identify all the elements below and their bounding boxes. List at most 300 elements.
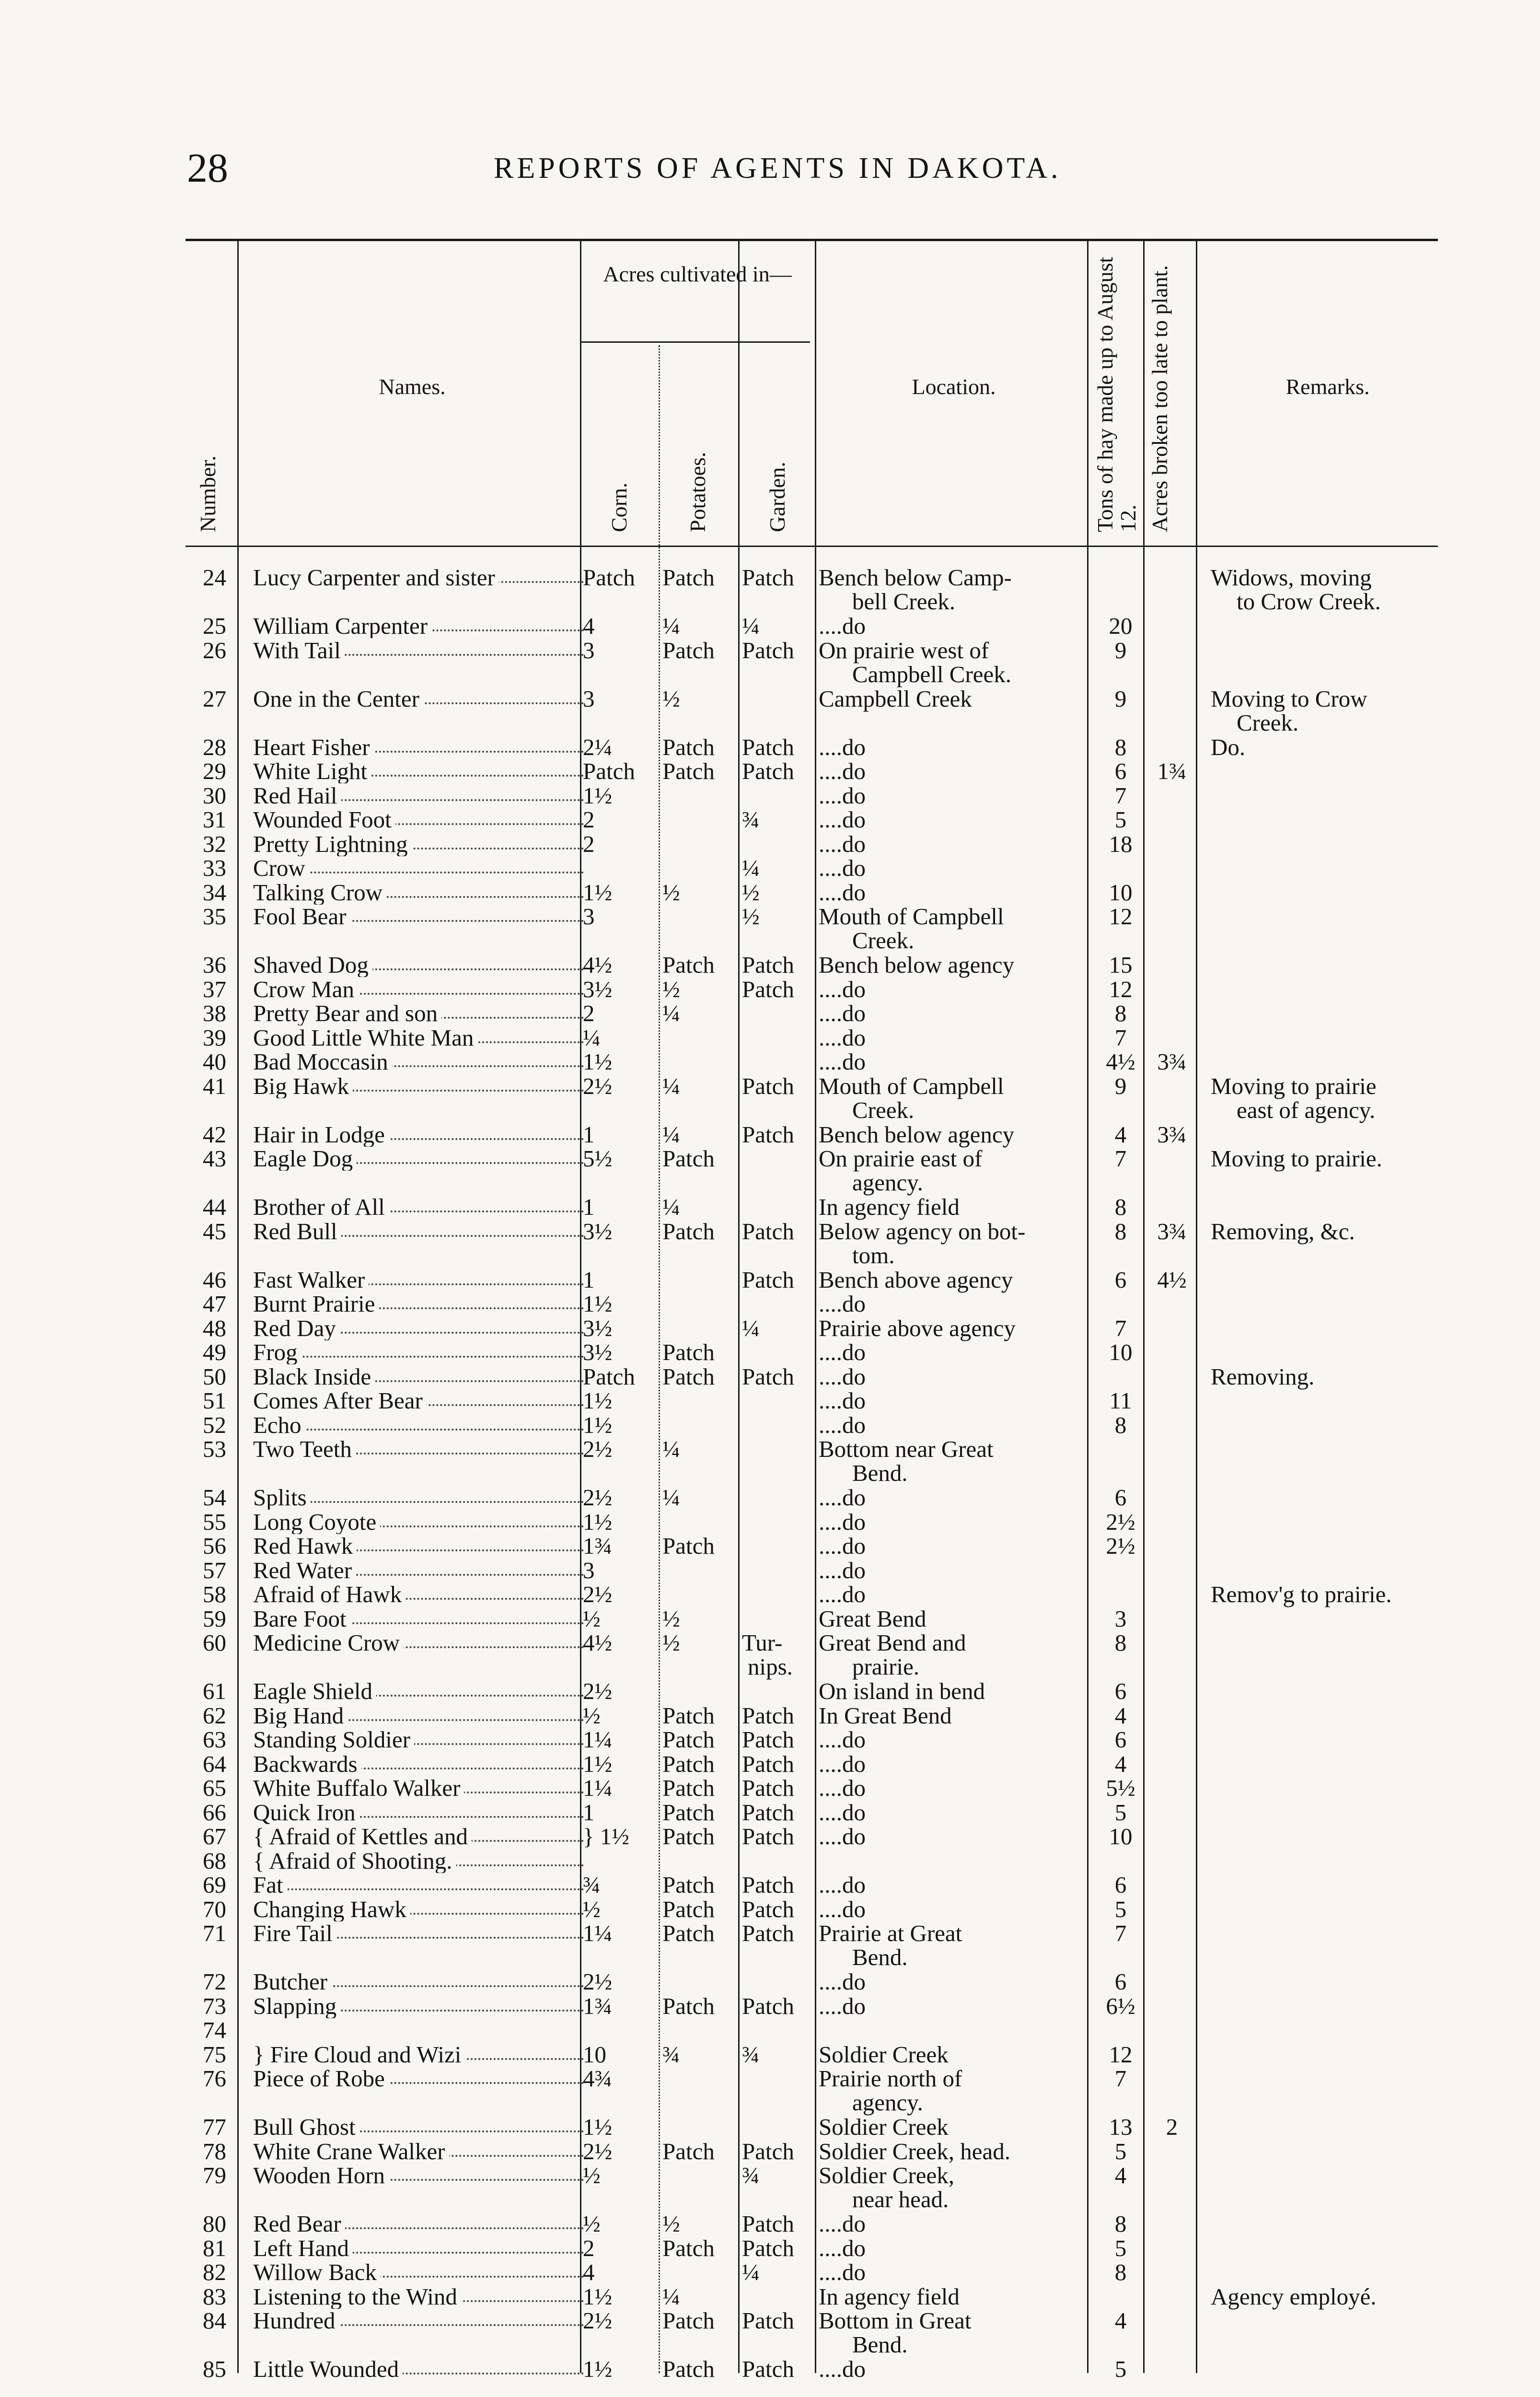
row-location: Campbell Creek [819,685,972,712]
row-location: Bench above agency [819,1266,1013,1293]
acres-subheader-rule [580,341,810,343]
row-name [253,1486,584,1510]
row-number: 82 [203,2259,226,2285]
running-header [187,144,1462,197]
row-potatoes: Patch [662,637,715,663]
row-corn: 3½ [583,976,613,1002]
row-corn: 4½ [583,952,613,978]
row-potatoes: Patch [662,1920,715,1946]
row-corn: ½ [583,1896,601,1922]
row-location: ....do [819,1823,866,1850]
row-location: ....do [819,1484,866,1511]
row-tons-hay: 7 [1114,1145,1127,1172]
row-remarks: Agency employé. [1211,2283,1377,2310]
row-garden: ¼ [742,613,760,639]
row-number: 78 [203,2138,226,2164]
row-name [253,832,584,856]
row-garden: Patch [742,1363,794,1390]
row-corn: 1½ [583,2114,613,2140]
row-potatoes: Patch [662,1823,715,1850]
row-garden: ¾ [742,2162,760,2188]
row-number: 72 [203,1968,226,1995]
row-name [253,1752,584,1776]
row-corn: 4 [583,613,595,639]
table-row [0,614,1540,639]
row-tons-hay: 3 [1114,1605,1127,1632]
row-location: ....do [819,1750,866,1777]
row-name [253,1413,584,1437]
row-location: ....do [819,1508,866,1535]
row-name-text: Hundred [253,2309,339,2333]
row-tons-hay: 6 [1114,1678,1127,1704]
row-garden: ½ [742,879,760,906]
row-tons-hay: 8 [1114,1411,1127,1438]
row-potatoes: ½ [662,976,680,1002]
row-potatoes: Patch [662,1750,715,1777]
header-names: Names. [379,374,446,399]
row-location: ....do [819,1048,866,1075]
table-row [0,1436,1540,1486]
row-number: 24 [203,564,226,591]
row-corn: 2½ [583,1581,613,1607]
row-name [253,1147,584,1171]
row-corn: 1¼ [583,1775,613,1801]
row-name-text: Long Coyote [253,1510,380,1534]
row-name-text: Eagle Dog [253,1147,357,1171]
row-corn: 2½ [583,1072,613,1099]
row-location: Soldier Creek, head. [819,2138,1011,2164]
row-location: On island in bend [819,1678,985,1704]
row-potatoes: ¼ [662,1436,680,1462]
row-tons-hay: 8 [1114,1218,1127,1245]
row-name [253,2357,584,2381]
row-name [253,1050,584,1074]
row-name-text: White Buffalo Walker [253,1776,464,1800]
row-name-text: Two Teeth [253,1437,356,1461]
row-number: 61 [203,1678,226,1704]
row-number: 56 [203,1533,226,1559]
row-potatoes: Patch [662,2138,715,2164]
row-remarks: Removing. [1211,1363,1315,1390]
row-corn: 1½ [583,879,613,906]
row-potatoes: ¼ [662,2283,680,2310]
row-name [253,1123,584,1147]
row-number: 84 [203,2307,226,2334]
row-location-continued: Creek. [852,1096,915,1123]
row-number: 44 [203,1194,226,1220]
leader-dots [253,1888,584,1890]
row-tons-hay: 18 [1109,830,1133,857]
table-row [0,564,1540,615]
table-row [0,1970,1540,1995]
row-tons-hay: 12 [1109,2041,1133,2068]
row-potatoes: ½ [662,879,680,906]
row-corn: ¼ [583,1024,601,1051]
row-name [253,2212,584,2236]
row-name-text: Crow [253,856,309,880]
row-location: Bench below agency [819,952,1015,978]
table-row [0,2115,1540,2140]
row-name-text: Echo [253,1413,305,1437]
table-row [0,808,1540,833]
row-corn: 2½ [583,1968,613,1995]
row-corn: 2 [583,806,595,833]
table-row [0,1704,1540,1729]
row-location-continued: agency. [852,2089,923,2116]
row-location: ....do [819,1533,866,1559]
row-tons-hay: 6 [1114,1484,1127,1511]
row-location: ....do [819,1896,866,1922]
row-corn: 10 [583,2041,606,2068]
row-location: Prairie at Great [819,1920,962,1946]
row-name-text: Black Inside [253,1365,375,1389]
row-tons-hay: 8 [1114,2259,1127,2285]
row-name-text: Red Day [253,1316,340,1340]
row-garden: Patch [742,976,794,1002]
row-name [253,905,584,929]
row-location: ....do [819,2234,866,2261]
table-row [0,2285,1540,2310]
row-potatoes: ½ [662,1605,680,1632]
row-corn: 1½ [583,1048,613,1075]
row-corn: Patch [583,1363,635,1390]
row-potatoes: ¼ [662,1072,680,1099]
table-row [0,1582,1540,1607]
row-acres-broken: 1¾ [1157,758,1187,784]
row-remarks: Moving to Crow [1211,685,1367,712]
row-garden: ¾ [742,2041,760,2068]
row-tons-hay: 4½ [1106,1048,1135,1075]
row-corn: 1 [583,1121,595,1148]
row-garden: Patch [742,1266,794,1293]
row-corn: 3½ [583,1339,613,1365]
row-potatoes: ¼ [662,613,680,639]
row-corn: 4½ [583,1629,613,1656]
row-location: Prairie above agency [819,1315,1016,1341]
row-number: 69 [203,1872,226,1898]
row-number: 51 [203,1387,226,1414]
row-name-text: Heart Fisher [253,735,374,759]
row-name [253,2043,584,2067]
table-row [0,977,1540,1002]
row-garden: Patch [742,1775,794,1801]
row-name [253,1340,584,1364]
row-name-text: { Afraid of Kettles and [253,1825,472,1849]
row-location: ....do [819,1291,866,1317]
row-name-text: Red Bear [253,2212,345,2236]
table-row [0,832,1540,857]
row-tons-hay: 12 [1109,976,1133,1002]
row-name [253,881,584,905]
row-name [253,1873,584,1897]
table-row [0,1050,1540,1075]
row-garden: Patch [742,1920,794,1946]
table-row [0,1897,1540,1922]
row-remarks: Do. [1211,733,1246,760]
row-garden: ¾ [742,806,760,833]
table-top-rule [185,239,1438,241]
row-acres-broken: 2 [1166,2114,1178,2140]
row-name [253,1195,584,1219]
row-number: 50 [203,1363,226,1390]
row-number: 26 [203,637,226,663]
row-location: Prairie north of [819,2065,962,2092]
row-name [253,614,584,638]
row-name-text: Shaved Dog [253,953,372,977]
row-garden: Patch [742,952,794,978]
row-corn: 1½ [583,1411,613,1438]
row-name [253,2260,584,2284]
row-number: 32 [203,830,226,857]
row-location: On prairie west of [819,637,989,663]
row-corn: 1¾ [583,1992,613,2019]
row-number: 30 [203,782,226,809]
row-location: ....do [819,782,866,809]
row-number: 83 [203,2283,226,2310]
row-name [253,2285,584,2309]
row-number: 45 [203,1218,226,1245]
row-name [253,1921,584,1945]
row-tons-hay: 4 [1114,2162,1127,2188]
row-tons-hay: 5 [1114,2356,1127,2382]
row-location: Mouth of Campbell [819,903,1004,930]
row-name [253,856,584,880]
row-number: 53 [203,1436,226,1462]
row-name-text [253,2018,257,2042]
row-potatoes: Patch [662,2307,715,2334]
page-number: 28 [187,145,228,191]
row-garden: Patch [742,2307,794,2334]
row-name-text: Hair in Lodge [253,1123,389,1147]
row-name-text: Quick Iron [253,1801,359,1825]
row-tons-hay: 4 [1114,1121,1127,1148]
table-row [0,1292,1540,1317]
row-location: ....do [819,879,866,906]
row-location: ....do [819,1557,866,1583]
row-name [253,1801,584,1825]
row-name [253,2115,584,2139]
row-corn: 2 [583,1000,595,1026]
row-corn: 2½ [583,1436,613,1462]
row-garden: Patch [742,1992,794,2019]
row-name-text: Red Bull [253,1220,341,1244]
row-location-continued: near head. [852,2186,949,2212]
row-corn: 2½ [583,2138,613,2164]
row-tons-hay: 8 [1114,1194,1127,1220]
row-number: 75 [203,2041,226,2068]
row-number: 47 [203,1291,226,1317]
row-name-text: Fool Bear [253,905,350,929]
row-corn: 1½ [583,1291,613,1317]
row-tons-hay: 8 [1114,1629,1127,1656]
row-garden: Patch [742,1121,794,1148]
row-name [253,1316,584,1340]
row-location: ....do [819,976,866,1002]
row-name [253,1825,584,1849]
row-garden: Patch [742,1823,794,1850]
row-remarks: Moving to prairie. [1211,1145,1382,1172]
row-corn: 1 [583,1194,595,1220]
row-location: ....do [819,1000,866,1026]
row-corn: 1½ [583,1750,613,1777]
row-location: Below agency on bot- [819,1218,1026,1245]
row-name [253,1389,584,1413]
table-row [0,2018,1540,2043]
row-garden: Patch [742,564,794,591]
row-potatoes: ¾ [662,2041,680,2068]
row-name-text: Medicine Crow [253,1631,404,1655]
row-name-text: Comes After Bear [253,1389,427,1413]
row-tons-hay: 9 [1114,637,1127,663]
row-tons-hay: 20 [1109,613,1133,639]
row-potatoes: ¼ [662,1484,680,1511]
table-row [0,1679,1540,1704]
row-potatoes: Patch [662,1896,715,1922]
table-row [0,1920,1540,1970]
row-location: ....do [819,1411,866,1438]
row-number: 46 [203,1266,226,1293]
table-row [0,735,1540,760]
row-name-text: Pretty Bear and son [253,1001,441,1025]
row-tons-hay: 5 [1114,2138,1127,2164]
row-number: 38 [203,1000,226,1026]
row-number: 49 [203,1339,226,1365]
row-name [253,1776,584,1800]
row-tons-hay: 2½ [1106,1533,1135,1559]
row-name-text: Listening to the Wind [253,2285,461,2309]
row-tons-hay: 10 [1109,879,1133,906]
row-number: 39 [203,1024,226,1051]
row-location: ....do [819,758,866,784]
row-location: ....do [819,830,866,857]
table-row [0,1123,1540,1148]
table-row [0,2140,1540,2164]
row-corn: 2 [583,2234,595,2261]
row-number: 60 [203,1629,226,1656]
row-location-continued: Creek. [852,927,915,954]
row-tons-hay: 4 [1114,1750,1127,1777]
row-acres-broken: 3¾ [1157,1121,1187,1148]
row-remarks: Remov'g to prairie. [1211,1581,1392,1607]
row-corn: 3 [583,1557,595,1583]
row-tons-hay: 5 [1114,806,1127,833]
row-corn: 1 [583,1266,595,1293]
row-name-text: Pretty Lightning [253,832,412,856]
row-remarks-continued: to Crow Creek. [1237,588,1381,615]
row-tons-hay: 8 [1114,733,1127,760]
row-remarks: Widows, moving [1211,564,1372,591]
row-location: Mouth of Campbell [819,1072,1004,1099]
row-name [253,1559,584,1582]
row-location-continued: prairie. [852,1653,920,1680]
row-potatoes: Patch [662,952,715,978]
table-row [0,1389,1540,1414]
row-corn: 2¼ [583,733,613,760]
row-remarks: Removing, &c. [1211,1218,1355,1245]
row-name [253,1994,584,2018]
row-garden: Patch [742,1072,794,1099]
row-tons-hay: 8 [1114,2211,1127,2237]
table-row [0,1365,1540,1390]
row-number: 79 [203,2162,226,2188]
row-location: Bench below agency [819,1121,1015,1148]
row-location: Bench below Camp- [819,564,1012,591]
row-number: 43 [203,1145,226,1172]
row-name [253,1849,584,1873]
row-location: Bottom in Great [819,2307,972,2334]
row-location: Great Bend and [819,1629,966,1656]
row-potatoes: ¼ [662,1194,680,1220]
row-garden: ¼ [742,1315,760,1341]
row-garden: Patch [742,1872,794,1898]
table-row [0,1728,1540,1753]
row-acres-broken: 3¾ [1157,1218,1187,1245]
row-corn: 2 [583,830,595,857]
row-tons-hay: 6 [1114,758,1127,784]
row-potatoes: Patch [662,1799,715,1826]
row-number: 70 [203,1896,226,1922]
table-row [0,2307,1540,2358]
row-location: On prairie east of [819,1145,983,1172]
row-tons-hay: 5 [1114,1799,1127,1826]
row-number: 54 [203,1484,226,1511]
row-number: 71 [203,1920,226,1946]
row-name [253,735,584,759]
table-row [0,2212,1540,2237]
table-row [0,1752,1540,1777]
row-garden: Patch [742,1218,794,1245]
row-corn: 2½ [583,2307,613,2334]
row-corn: 3 [583,903,595,930]
row-location-continued: Bend. [852,1460,908,1486]
table-row [0,1629,1540,1680]
row-name-text: Backwards [253,1752,361,1776]
table-row [0,637,1540,687]
row-tons-hay: 5½ [1106,1775,1135,1801]
row-tons-hay: 5 [1114,2234,1127,2261]
table-row [0,953,1540,978]
header-corn: Corn. [607,482,631,532]
row-location: Bottom near Great [819,1436,994,1462]
table-row [0,1072,1540,1123]
row-corn: 1½ [583,1387,613,1414]
row-tons-hay: 10 [1109,1823,1133,1850]
row-name [253,1437,584,1461]
row-name [253,1074,584,1098]
row-location: ....do [819,1387,866,1414]
row-name [253,1704,584,1728]
table-row [0,1534,1540,1559]
row-corn: ½ [583,1702,601,1729]
table-row [0,903,1540,954]
row-location: ....do [819,2211,866,2237]
row-remarks: Moving to prairie [1211,1072,1377,1099]
row-name [253,784,584,808]
row-number: 42 [203,1121,226,1148]
table-row [0,685,1540,736]
row-location: ....do [819,1363,866,1390]
table-row [0,784,1540,809]
row-number: 48 [203,1315,226,1341]
table-row [0,2236,1540,2261]
row-tons-hay: 10 [1109,1339,1133,1365]
table-row [0,1195,1540,1220]
row-name [253,2018,584,2042]
row-potatoes: Patch [662,1872,715,1898]
row-name-text: Wooden Horn [253,2164,389,2188]
row-location: Great Bend [819,1605,926,1632]
row-corn: 1¼ [583,1920,613,1946]
